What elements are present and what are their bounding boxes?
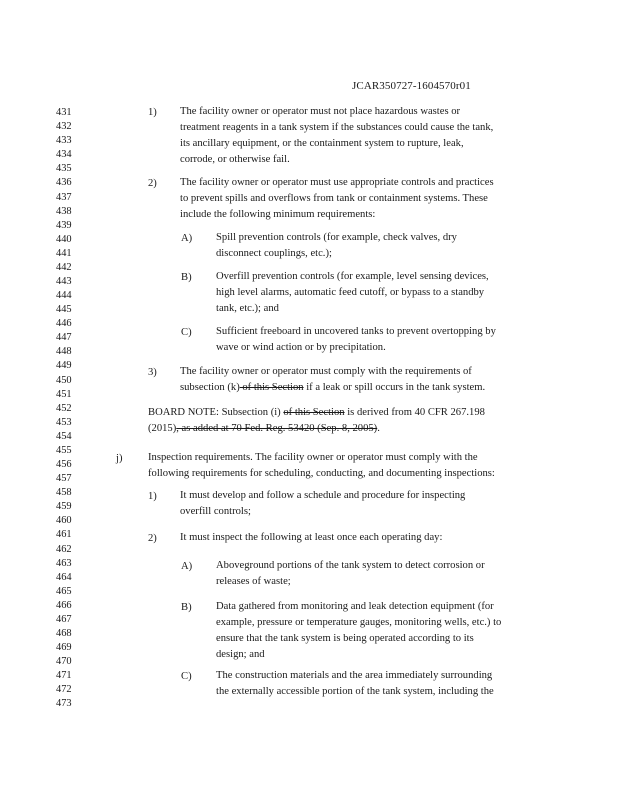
- paragraph-j2: [180, 530, 540, 546]
- text-line: Inspection requirements. The facility owner or operator must comply with the: [148, 452, 478, 463]
- text-line: design; and: [216, 648, 265, 660]
- line-number: 431: [56, 107, 72, 118]
- item-marker-1: 1): [148, 107, 157, 118]
- item-marker-2c: C): [181, 327, 192, 338]
- struck-text: of this Section: [283, 407, 345, 418]
- text-line: corrode, or otherwise fail.: [180, 153, 290, 165]
- line-number: 451: [56, 388, 72, 400]
- line-number: 446: [56, 318, 72, 330]
- text-line: include the following minimum requirements:: [180, 208, 376, 220]
- item-marker-j2: 2): [148, 533, 157, 544]
- text-line: It must develop and follow a schedule and procedure for inspecting: [180, 490, 466, 501]
- line-number: 455: [56, 444, 72, 456]
- text-run: (2015): [148, 422, 177, 434]
- text-line: tank, etc.); and: [216, 302, 279, 314]
- line-number: 436: [56, 177, 72, 189]
- paragraph-j1: [180, 488, 540, 520]
- line-number: 432: [56, 121, 72, 133]
- text-line: example, pressure or temperature gauges, monitoring wells, etc.) to: [216, 616, 502, 628]
- line-number: 457: [56, 473, 72, 485]
- text-line: following requirements for scheduling, conducting, and documenting inspections:: [148, 467, 495, 479]
- text-run: is derived from 40 CFR 267.198: [344, 407, 485, 418]
- line-number: 448: [56, 346, 72, 358]
- text-line: high level alarms, automatic feed cutoff, or bypass to a standby: [216, 286, 485, 298]
- line-number: 433: [56, 135, 72, 147]
- paragraph-j2b: [216, 599, 546, 663]
- line-number: 462: [56, 543, 72, 555]
- line-number: 444: [56, 290, 72, 301]
- text-line: The facility owner or operator must use appropriate controls and practices: [180, 177, 494, 188]
- text-line: wave or wind action or by precipitation.: [216, 341, 386, 353]
- item-marker-j: j): [116, 453, 123, 464]
- text-run: BOARD NOTE: Subsection (i): [148, 407, 284, 418]
- item-marker-j2b: B): [181, 602, 192, 613]
- struck-text: of this Section: [239, 381, 304, 393]
- text-line: Overfill prevention controls (for example, level sensing devices,: [216, 271, 489, 282]
- text-line: to prevent spills and overflows from tank or containment systems. These: [180, 192, 488, 204]
- struck-text: , as added at 70 Fed. Reg. 53420 (Sep. 8, 2005): [176, 422, 378, 434]
- item-marker-2b: B): [181, 272, 192, 283]
- text-line: Spill prevention controls (for example, check valves, dry: [216, 232, 457, 243]
- paragraph-i1: [180, 104, 540, 168]
- line-number: 435: [56, 163, 72, 175]
- text-run: subsection (k): [180, 381, 240, 393]
- text-line: treatment reagents in a tank system if the substances could cause the tank,: [180, 121, 494, 133]
- item-marker-3: 3): [148, 367, 157, 378]
- text-line: its ancillary equipment, or the containment system to rupture, leak,: [180, 137, 464, 149]
- text-line: releases of waste;: [216, 575, 291, 587]
- text-line: Sufficient freeboard in uncovered tanks to prevent overtopping by: [216, 326, 496, 337]
- line-number: 454: [56, 430, 72, 442]
- text-line: The facility owner or operator must not place hazardous wastes or: [180, 106, 461, 117]
- line-number: 456: [56, 459, 72, 470]
- text-run: if a leak or spill occurs in the tank system.: [303, 381, 486, 393]
- line-number: 459: [56, 501, 72, 513]
- line-number: 450: [56, 374, 72, 386]
- line-number: 442: [56, 261, 72, 273]
- line-number: 449: [56, 360, 72, 372]
- line-number: 458: [56, 487, 72, 499]
- text-line: Aboveground portions of the tank system to detect corrosion or: [216, 560, 485, 571]
- line-number: 438: [56, 205, 72, 217]
- line-number: 460: [56, 515, 72, 527]
- line-number: 441: [56, 247, 72, 259]
- line-number: 447: [56, 332, 72, 344]
- text-line: ensure that the tank system is being operated according to its: [216, 632, 474, 644]
- paragraph-j2c: [216, 668, 546, 700]
- item-marker-j2a: A): [181, 561, 193, 572]
- text-run: .: [377, 422, 380, 434]
- line-number: 463: [56, 557, 72, 569]
- text-line: the externally accessible portion of the tank system, including the: [216, 685, 494, 697]
- text-line: The facility owner or operator must comply with the requirements of: [180, 366, 472, 377]
- paragraph-j: [148, 450, 558, 482]
- line-number: 466: [56, 599, 72, 611]
- line-number: 452: [56, 402, 72, 414]
- text-line: Data gathered from monitoring and leak detection equipment (for: [216, 601, 494, 612]
- text-line: It must inspect the following at least once each operating day:: [180, 532, 443, 543]
- text-line: [180, 380, 550, 396]
- line-number: 440: [56, 233, 72, 245]
- text-line: [148, 421, 548, 437]
- line-number: 439: [56, 219, 72, 231]
- line-number: 471: [56, 670, 72, 682]
- item-marker-2: 2): [148, 178, 157, 189]
- item-marker-j1: 1): [148, 491, 157, 502]
- paragraph-j2a: [216, 558, 536, 590]
- line-number: 461: [56, 529, 72, 541]
- paragraph-i2b: [216, 269, 536, 317]
- text-line: disconnect couplings, etc.);: [216, 247, 332, 259]
- item-marker-j2c: C): [181, 671, 192, 682]
- text-line: [148, 405, 548, 421]
- item-marker-2a: A): [181, 233, 193, 244]
- line-number: 437: [56, 191, 72, 203]
- paragraph-i2: [180, 175, 540, 223]
- line-number: 443: [56, 276, 72, 287]
- line-number: 468: [56, 628, 72, 639]
- line-number: 467: [56, 613, 72, 625]
- text-line: overfill controls;: [180, 505, 251, 517]
- line-number: 470: [56, 656, 72, 668]
- board-note: [148, 405, 548, 437]
- document-id-header: JCAR350727-1604570r01: [352, 80, 471, 92]
- line-number: 453: [56, 416, 72, 428]
- line-number: 472: [56, 684, 72, 696]
- line-number: 445: [56, 304, 72, 316]
- line-number: 465: [56, 585, 72, 597]
- paragraph-i3: [180, 364, 550, 396]
- text-line: The construction materials and the area immediately surrounding: [216, 670, 493, 681]
- paragraph-i2a: [216, 230, 536, 262]
- line-number: 473: [56, 698, 72, 710]
- line-number: 464: [56, 571, 72, 583]
- paragraph-i2c: [216, 324, 536, 356]
- line-number: 469: [56, 642, 72, 653]
- line-number: 434: [56, 149, 72, 161]
